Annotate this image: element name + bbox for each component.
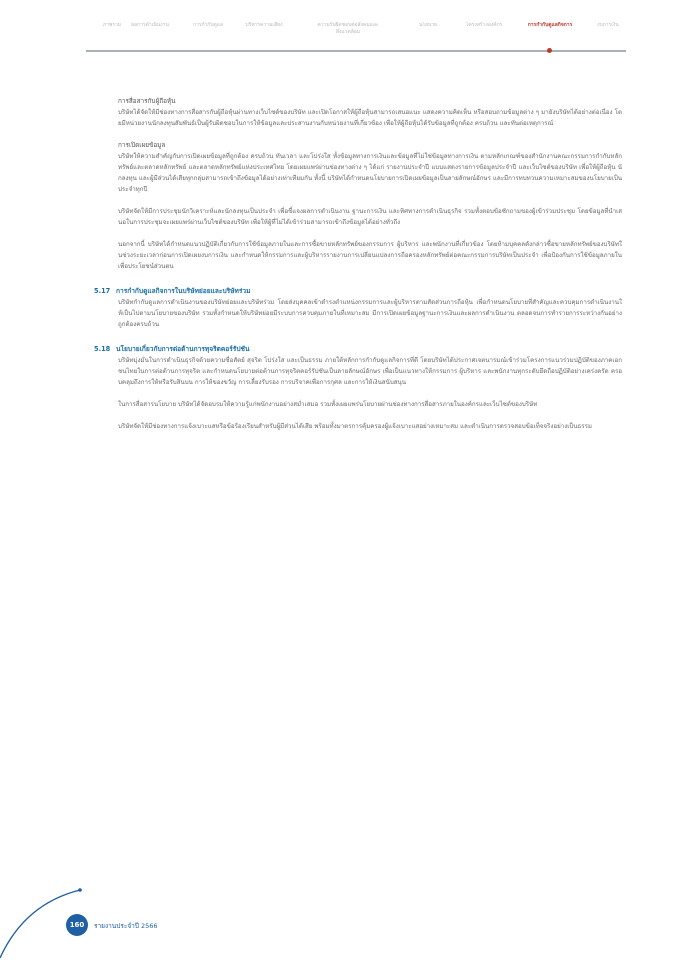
section-number: 5.18 xyxy=(94,345,111,353)
paragraph: บริษัทมุ่งมั่นในการดำเนินธุรกิจด้วยความซื่อสัตย์ สุจริต โปร่งใส และเป็นธรรม ภายใต้หลักการกำกับดูแลกิจการที่ดี โดยบริษัทได้ประกาศเจตนารมณ์เข้าร่วมโครงการแนวร่วมปฏิบัติของภาคเอกชนไทยในการต่อต้านการทุจริต และกำหนดนโยบายต่อต้านการทุจริตคอร์รัปชันเป็นลายลักษณ์อักษร เพื่อเป็นแนวทางให้กรรมการ ผู้บริหาร และพนักงานทุกระดับยึดถือปฏิบัติอย่างเคร่งครัด ครอบคลุมถึงการให้หรือรับสินบน การให้ของขวัญ การเลี้ยงรับรอง การบริจาคเพื่อการกุศล และการให้เงินสนับสนุน xyxy=(118,357,622,386)
section-heading-text: นโยบายเกี่ยวกับการต่อต้านการทุจริตคอร์รัปชัน xyxy=(116,345,250,353)
nav-tab-4[interactable]: บริหารความเสี่ยง xyxy=(245,22,283,28)
page-number-badge: 160 xyxy=(66,914,88,936)
section-disclosure xyxy=(94,140,622,272)
footer-label: รายงานประจำปี 2566 xyxy=(94,922,158,930)
nav-tab-1[interactable]: ภาพรวม xyxy=(102,22,122,28)
nav-tab-9[interactable]: งบการเงิน xyxy=(597,22,619,28)
nav-divider xyxy=(86,50,626,52)
paragraph: บริษัทให้ความสำคัญกับการเปิดเผยข้อมูลที่ถูกต้อง ครบถ้วน ทันเวลา และโปร่งใส ทั้งข้อมูลทางการเงินและข้อมูลที่ไม่ใช่ข้อมูลทางการเงิน ตามหลักเกณฑ์ของสำนักงานคณะกรรมการกำกับหลักทรัพย์และตลาดหลักทรัพย์ และตลาดหลักทรัพย์แห่งประเทศไทย โดยเผยแพร่ผ่านช่องทางต่าง ๆ ได้แก่ รายงานประจำปี แบบแสดงรายการข้อมูลประจำปี และเว็บไซต์ของบริษัท เพื่อให้ผู้ถือหุ้น นักลงทุน และผู้มีส่วนได้เสียทุกกลุ่มสามารถเข้าถึงข้อมูลได้อย่างเท่าเทียมกัน ทั้งนี้ บริษัทได้กำหนดนโยบายการเปิดเผยข้อมูลเป็นลายลักษณ์อักษร และมีการทบทวนความเหมาะสมของนโยบายเป็นประจำทุกปี xyxy=(118,153,622,193)
paragraph: นอกจากนี้ บริษัทได้กำหนดแนวปฏิบัติเกี่ยวกับการใช้ข้อมูลภายในและการซื้อขายหลักทรัพย์ของกรรมการ ผู้บริหาร และพนักงานที่เกี่ยวข้อง โดยห้ามบุคคลดังกล่าวซื้อขายหลักทรัพย์ของบริษัทในช่วงระยะเวลาก่อนการเปิดเผยงบการเงิน และกำหนดให้กรรมการและผู้บริหารรายงานการเปลี่ยนแปลงการถือครองหลักทรัพย์ต่อคณะกรรมการบริษัทเป็นประจำ เพื่อป้องกันการใช้ข้อมูลภายในเพื่อประโยชน์ส่วนตน xyxy=(118,241,622,270)
paragraph: ในการสื่อสารนโยบาย บริษัทได้จัดอบรมให้ความรู้แก่พนักงานอย่างสม่ำเสมอ รวมทั้งเผยแพร่นโยบายผ่านช่องทางการสื่อสารภายในองค์กรและเว็บไซต์ของบริษัท xyxy=(118,401,538,408)
section-5-18 xyxy=(94,344,622,432)
section-number: 5.17 xyxy=(94,287,111,295)
nav-tab-8-active[interactable]: การกำกับดูแลกิจการ xyxy=(527,22,573,28)
paragraph: บริษัทได้จัดให้มีช่องทางการสื่อสารกับผู้ถือหุ้นผ่านทางเว็บไซต์ของบริษัท และเปิดโอกาสให้ผู้ถือหุ้นสามารถเสนอแนะ แสดงความคิดเห็น หรือสอบถามข้อมูลต่าง ๆ มายังบริษัทได้อย่างต่อเนื่อง โดยมีหน่วยงานนักลงทุนสัมพันธ์เป็นผู้รับผิดชอบในการให้ข้อมูลและประสานงานกับหน่วยงานที่เกี่ยวข้อง เพื่อให้ผู้ถือหุ้นได้รับข้อมูลที่ถูกต้อง ครบถ้วน และทันต่อเหตุการณ์ xyxy=(118,109,622,127)
section-title: การเปิดเผยข้อมูล xyxy=(118,141,166,149)
page-footer xyxy=(0,870,680,962)
nav-tab-5[interactable]: ความรับผิดชอบต่อสังคมและสิ่งแวดล้อม xyxy=(317,22,379,35)
active-tab-marker xyxy=(547,48,552,53)
section-heading xyxy=(94,344,622,355)
section-heading-text: การกำกับดูแลกิจการในบริษัทย่อยและบริษัทร่วม xyxy=(116,287,251,295)
decorative-curve xyxy=(0,870,200,962)
main-content xyxy=(94,96,622,432)
nav-tab-3[interactable]: การกำกับดูแล xyxy=(192,22,224,28)
nav-tab-2[interactable]: ผลการดำเนินงาน xyxy=(131,22,169,28)
section-shareholder-communication xyxy=(94,96,622,129)
section-5-17 xyxy=(94,286,622,330)
paragraph: บริษัทจัดให้มีช่องทางการแจ้งเบาะแสหรือข้อร้องเรียนสำหรับผู้มีส่วนได้เสีย พร้อมทั้งมาตรการคุ้มครองผู้แจ้งเบาะแสอย่างเหมาะสม และดำเนินการตรวจสอบข้อเท็จจริงอย่างเป็นธรรม xyxy=(118,423,592,430)
top-navigation xyxy=(86,18,626,58)
nav-tab-6[interactable]: นโยบาย xyxy=(419,22,437,28)
section-heading xyxy=(94,286,622,297)
nav-tab-7[interactable]: โครงสร้างองค์กร xyxy=(465,22,503,28)
paragraph: บริษัทจัดให้มีการประชุมนักวิเคราะห์และนักลงทุนเป็นประจำ เพื่อชี้แจงผลการดำเนินงาน ฐานะการเงิน และทิศทางการดำเนินธุรกิจ รวมทั้งตอบข้อซักถามของผู้เข้าร่วมประชุม โดยข้อมูลที่นำเสนอในการประชุมจะเผยแพร่ผ่านเว็บไซต์ของบริษัท เพื่อให้ผู้ที่ไม่ได้เข้าร่วมสามารถเข้าถึงข้อมูลได้อย่างทั่วถึง xyxy=(118,208,622,226)
paragraph: บริษัทกำกับดูแลการดำเนินงานของบริษัทย่อยและบริษัทร่วม โดยส่งบุคคลเข้าดำรงตำแหน่งกรรมการและผู้บริหารตามสัดส่วนการถือหุ้น เพื่อกำหนดนโยบายที่สำคัญและควบคุมการดำเนินงานให้เป็นไปตามนโยบายของบริษัท รวมทั้งกำหนดให้บริษัทย่อยมีระบบการควบคุมภายในที่เหมาะสม มีการเปิดเผยข้อมูลฐานะการเงินและผลการดำเนินงาน ตลอดจนการทำรายการระหว่างกันอย่างถูกต้องครบถ้วน xyxy=(118,299,622,328)
section-title: การสื่อสารกับผู้ถือหุ้น xyxy=(118,97,176,105)
